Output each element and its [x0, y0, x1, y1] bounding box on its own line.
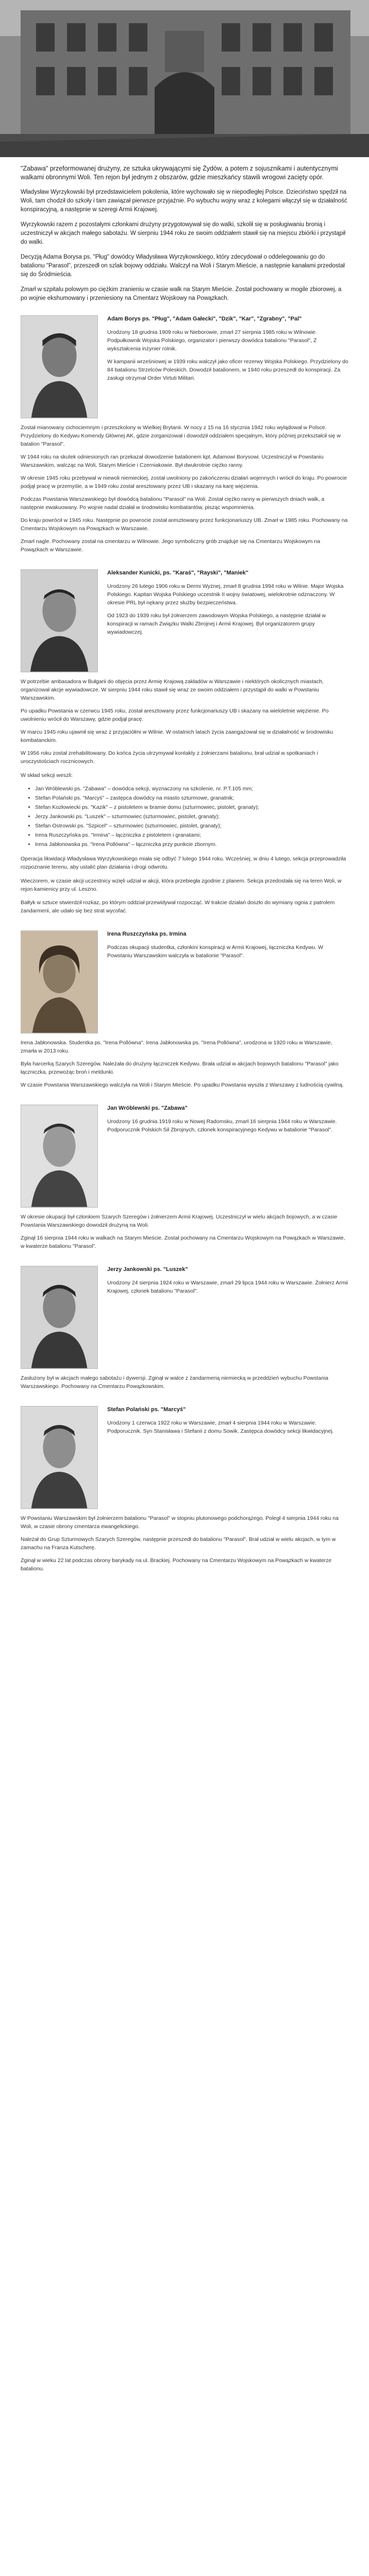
- person-text: W kampanii wrześniowej w 1939 roku walczył jako oficer rezerwy Wojska Polskiego. Przydzielony do 84 batalionu Strzelców Poleskich. Dowodził batalionem, w 1940 roku przeszedł do konspiracji. Za zasługi otrzymał Order Virtuti Militari.: [107, 359, 348, 381]
- portrait-image: [21, 316, 97, 418]
- person-name: Aleksander Kunicki, ps. "Karaś", "Rayski", "Maniek": [107, 570, 249, 576]
- bio-paragraph: Zmarł nagle. Pochowany został na cmentarzu w Wilnowie. Jego symboliczny grób znajduje się na Cmentarzu Wojskowym na Powązkach w Warszawie.: [21, 538, 321, 553]
- after-list-paragraph: Wieczorem, w czasie akcji uczestnicy wzięli udział w akcji, która przebiegła zgodnie z planem. Sekcja przedostała się na teren Woli, w rejon kamienicy przy ul. Leszno.: [21, 877, 342, 892]
- portrait-photo: [21, 1406, 98, 1509]
- bio-paragraph: Była harcerką Szarych Szeregów. Należała do drużyny łączniczek Kedywu. Brała udział w akcjach bojowych batalionu "Parasol" jako łączniczka, przewożąc broń i meldunki.: [21, 1061, 339, 1075]
- person-text: Urodzony 24 sierpnia 1924 roku w Warszawie, zmarł 29 lipca 1944 roku w Warszawie. Żołnierz Armii Krajowej, członek batalionu "Parasol".: [107, 1280, 348, 1294]
- bio-paragraph: W 1944 roku na skutek odniesionych ran przekazał dowodzenie batalionem kpt. Adamowi Borysowi. Uczestniczył w Powstaniu Warszawskim, walcząc na Woli, Starym Mieście i Czerniakowie. Był dwukrotnie ciężko ranny.: [21, 454, 324, 468]
- portrait-photo: [21, 569, 98, 672]
- person-text: Urodzony 16 grudnia 1919 roku w Nowej Radomsku, zmarł 16 sierpnia 1944 roku w Warszawie. Podporucznik Polskich Sił Zbrojnych, członek konspiracyjnego Kedywu w batalionie "Parasol".: [107, 1118, 337, 1133]
- person-bio: [21, 677, 348, 766]
- person-card: [21, 1266, 348, 1369]
- bio-paragraph: Należał do Grup Szturmowych Szarych Szeregów, następnie przeszedł do batalionu "Parasol". Brał udział w wielu akcjach, w tym w zamachu na Franza Kutscherę.: [21, 1536, 336, 1551]
- portrait-image: [21, 1406, 97, 1509]
- portrait-photo: [21, 930, 98, 1033]
- portrait-photo: [21, 1266, 98, 1369]
- bio-paragraph: Po upadku Powstania w czerwcu 1945 roku, został aresztowany przez funkcjonariuszy UB i skazany na wieloletnie więzienie. Po uwolnieniu wrócił do Warszawy, gdzie podjął pracę.: [21, 708, 329, 722]
- bio-paragraph: Zasłużony był w akcjach małego sabotażu i dywersji. Zginął w walce z żandarmerią niemiecką w przeddzień wybuchu Powstania Warszawskiego. Pochowany na Cmentarzu Powązkowskim.: [21, 1375, 329, 1389]
- after-list-paragraph: Bałtyk w sztuce stwierdził rozkaz, po którym oddział przewidywał rozpocząć. W trakcie działań doszło do wymiany ognia z patrolem żandarmerii, ale udało się bez strat wycofać.: [21, 900, 335, 914]
- list-intro: W skład sekcji weszli:: [21, 772, 73, 778]
- intro-section: [21, 164, 348, 303]
- intro-paragraph: Wyrzykowski razem z pozostałymi członkami drużyny przygotowywał się do walki, szkolił się w posługiwaniu bronią i uczestniczył w akcjach małego sabotażu. W sierpniu 1944 roku ze swoim oddziałem stawił się na miejscu zbiórki i przystąpił do walki.: [21, 222, 346, 245]
- bio-paragraph: W potrzebie ambasadora w Bułgarii do objęcia przez Armię Krajową zakładów w Warszawie i niektórych okolicznych miastach, organizował akcje wywiadowcze. W sierpniu 1944 roku stawił się wraz ze swoim oddziałem i przystąpił do walki w Powstaniu Warszawskim.: [21, 679, 324, 701]
- list-item: • Stefan Polański ps. "Marcyś" – zastępca dowódcy na miasto szturmowe, granatnik;: [35, 794, 348, 802]
- list-item: • Irena Ruszczyńska ps. "Irmina" – łączniczka z pistoletem i granatami;: [35, 831, 348, 839]
- person-text: Urodzony 26 lutego 1906 roku w Dermi Wyżnej, zmarł 8 grudnia 1994 roku w Wilnie. Major Wojska Polskiego. Kapitan Wojska Polskiego uczestnik II wojny światowej, wielokrotnie odznaczony. W okresie PRL był nękany przez służby bezpieczeństwa.: [107, 583, 344, 606]
- bio-paragraph: Podczas Powstania Warszawskiego był dowódcą batalionu "Parasol" na Woli. Został ciężko ranny w pierwszych dniach walk, a następnie ewakuowany. Po wojnie nadal działał w środowisku kombatantów, pisząc wspomnienia.: [21, 496, 325, 511]
- person-name: Irena Ruszczyńska ps. Irmina: [107, 931, 187, 937]
- after-list-paragraph: Operacja likwidacji Władysława Wyrzykowskiego miała się odbyć 7 lutego 1944 roku. Wcześniej, w dniu 4 lutego, sekcja przeprowadziła rozpoznanie terenu, aby ustalić plan działania i drogi odwrotu.: [21, 856, 346, 870]
- bio-paragraph: W okresie okupacji był członkiem Szarych Szeregów i żołnierzem Armii Krajowej. Uczestniczył w wielu akcjach bojowych, a w czasie Powstania Warszawskiego dowodził drużyną na Woli.: [21, 1214, 338, 1228]
- hero-image: [0, 0, 369, 157]
- person-card: [21, 1105, 348, 1208]
- list-item: • Irena Jabłonowska ps. "Irena Pollówna" – łączniczka przy punkcie zbornym.: [35, 840, 348, 849]
- person-name: Jerzy Jankowski ps. "Luszek": [107, 1266, 188, 1273]
- bio-paragraph: Irena Jabłonowska. Studentka ps. "Irena Pollówna". Irena Jabłonowska ps. "Irena Pollówna", urodzona w 1920 roku w Warszawie, zmarła w 2013 roku.: [21, 1040, 332, 1054]
- team-list-section: [21, 771, 348, 916]
- person-text: Urodzony 18 grudnia 1909 roku w Nieborowie, zmarł 27 sierpnia 1985 roku w Wilnowie. Podpułkownik Wojska Polskiego, organizator i pierwszy dowódca batalionu "Parasol", Z wykształcenia inżynier rolnik.: [107, 329, 317, 352]
- portrait-image: [21, 570, 97, 672]
- intro-paragraph: Zmarł w szpitalu polowym po ciężkim zranieniu w czasie walk na Starym Mieście. Został pochowany w mogile zbiorowej, a po wojnie ekshumowany i przeniesiony na Cmentarz Wojskowy na Powązkach.: [21, 286, 342, 301]
- person-bio: [21, 1374, 348, 1391]
- person-bio: [21, 1514, 348, 1573]
- person-card: [21, 569, 348, 672]
- bio-paragraph: Do kraju powrócił w 1945 roku. Następnie po powrocie został aresztowany przez funkcjonariuszy UB. Zmarł w 1985 roku. Pochowany na Cmentarzu Wojskowym na Powązkach w Warszawie.: [21, 517, 348, 532]
- bio-paragraph: Zginął w wieku 22 lat podczas obrony barykady na ul. Brackiej. Pochowany na Cmentarzu Wojskowym na Powązkach w kwaterze batalionu.: [21, 1557, 332, 1572]
- bio-paragraph: W Powstaniu Warszawskim był żołnierzem batalionu "Parasol" w stopniu plutonowego podchorążego. Poległ 4 sierpnia 1944 roku na Woli, w czasie obrony cmentarza ewangelickiego.: [21, 1515, 339, 1530]
- list-item: • Jan Wróblewski ps. "Zabawa" – dowódca sekcji, wyznaczony na szkolenie, nr. P.T.105 mm;: [35, 785, 348, 793]
- portrait-image: [21, 1105, 97, 1207]
- bio-paragraph: W okresie 1945 roku przebywał w niewoli niemieckiej, został uwolniony po zakończeniu działań wojennych i wrócił do kraju. Po powrocie podjął pracę w przemyśle, a w 1949 roku został aresztowany przez UB i skazany na karę więzienia.: [21, 475, 347, 489]
- building-facade-illustration: [0, 0, 369, 157]
- team-list: [21, 785, 348, 849]
- person-bio: [21, 1213, 348, 1250]
- list-item: • Stefan Kozłowiecki ps. "Kazik" – z pistoletem w bramie domu (szturmowiec, pistolet, granaty);: [35, 803, 348, 811]
- bio-paragraph: W marcu 1945 roku ujawnił się wraz z przyjaciółmi w Wilnie. W ostatnich latach życia zaangażował się w działalność w środowisku kombatanckim.: [21, 729, 333, 743]
- list-item: • Stefan Ostrowski ps. "Szpicel" – szturmowiec (szturmowiec, pistolet, granaty);: [35, 822, 348, 830]
- person-card: [21, 1406, 348, 1509]
- intro-paragraph: Decyzją Adama Borysa ps. "Pług" dowódcy Władysława Wyrzykowskiego, który zdecydował o oddelegowaniu go do batalionu "Parasol", przeszedł on szlak bojowy oddziału. Walczył na Woli i Starym Mieście, a następnie kanałami przedostał się do Śródmieścia.: [21, 254, 345, 278]
- person-text: Podczas okupacji studentka, członkini konspiracji w Armii Krajowej, łączniczka Kedywu. W Powstaniu Warszawskim walczyła w batalionie "Parasol".: [107, 944, 324, 959]
- person-bio: [21, 1039, 348, 1089]
- person-bio: [21, 423, 348, 554]
- bio-paragraph: W 1956 roku został zrehabilitowany. Do końca życia utrzymywał kontakty z żołnierzami batalionu, brał udział w spotkaniach i uroczystościach rocznicowych.: [21, 750, 318, 765]
- person-name: Adam Borys ps. "Pług", "Adam Gałecki", "Dzik", "Kar", "Zgrabny", "Pal": [107, 316, 302, 322]
- bio-paragraph: Zginął 16 sierpnia 1944 roku w walkach na Starym Mieście. Został pochowany na Cmentarzu Wojskowym na Powązkach w Warszawie, w kwaterze batalionu "Parasol".: [21, 1235, 345, 1249]
- intro-lead: "Zabawa" przeformowanej drużyny, ze sztuka ukrywającymi się Żydów, a potem z sojusznikami i autentycznymi walkami obronnymi Woli. Ten rejon był jednym z obszarów, gdzie mieszkańcy stawili wrogowi zacięty opór.: [21, 165, 338, 181]
- person-name: Stefan Polański ps. "Marcyś": [107, 1406, 186, 1413]
- portrait-photo: [21, 315, 98, 418]
- list-item: • Jerzy Jankowski ps. "Luszek" – szturmowiec (szturmowiec, pistolet, granaty);: [35, 812, 348, 821]
- person-text: Od 1923 do 1939 roku był żołnierzem zawodowym Wojska Polskiego, a następnie działał w konspiracji w ramach Związku Walki Zbrojnej i Armii Krajowej. Był organizatorem grupy wywiadowczej.: [107, 613, 326, 635]
- person-text: Urodzony 1 czerwca 1922 roku w Warszawie, zmarł 4 sierpnia 1944 roku w Warszawie. Podporucznik. Syn Stanisława i Stefanii z domu Sowik. Zastępca dowódcy sekcji likwidacyjnej.: [107, 1420, 334, 1434]
- bio-paragraph: W czasie Powstania Warszawskiego walczyła na Woli i Starym Mieście. Po upadku Powstania wyszła z Warszawy z ludnością cywilną.: [21, 1082, 344, 1088]
- person-card: [21, 315, 348, 418]
- portrait-image: [21, 1266, 97, 1368]
- intro-paragraph: Władysław Wyrzykowski był przedstawicielem pokolenia, które wychowało się w niepodległej Polsce. Dzieciństwo spędził na Woli, tam chodził do szkoły i tam zawiązał pierwsze przyjaźnie. Po wybuchu wojny wraz z kolegami włączył się w działalność konspiracyjną, a następnie w szeregi Armii Krajowej.: [21, 189, 347, 213]
- bio-paragraph: Został mianowany cichociemnym i przeszkolony w Wielkiej Brytanii. W nocy z 15 na 16 stycznia 1942 roku wylądował w Polsce. Przydzielony do Kedywu Komendy Głównej AK, gdzie zorganizował i dowodził oddziałem specjalnym, który później przekształcił się w batalion "Parasol".: [21, 425, 341, 447]
- person-card: [21, 930, 348, 1033]
- portrait-photo: [21, 1105, 98, 1208]
- person-name: Jan Wróblewski ps. "Zabawa": [107, 1105, 188, 1111]
- portrait-image: [21, 931, 97, 1033]
